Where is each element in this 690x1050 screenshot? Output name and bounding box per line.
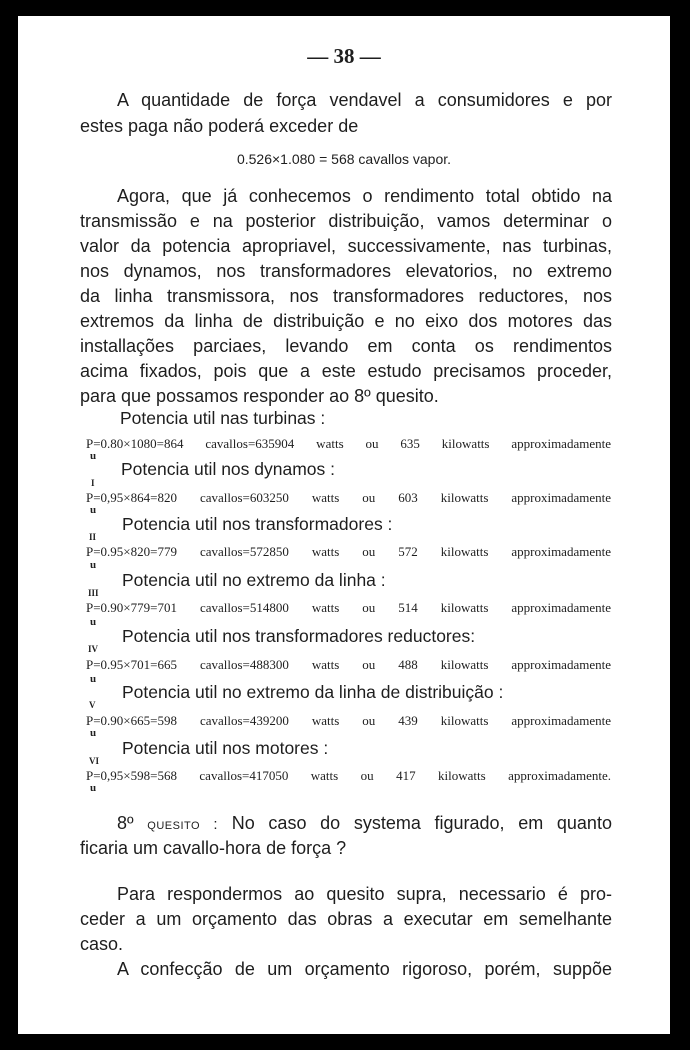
power-formula: P=0.95×701=665 cavallos=488300 watts ou 488 kilowatts approximadamente <box>86 657 611 672</box>
power-formula: P=0.90×779=701 cavallos=514800 watts ou 514 kilowatts approximadamente <box>86 600 611 615</box>
paragraph-line: nos dynamos, nos transformadores elevatorios, no extremo <box>80 261 612 281</box>
paragraph-line: estes paga não poderá exceder de <box>80 116 359 136</box>
power-heading: Potencia util nos motores : <box>122 738 329 758</box>
superscript: VI <box>89 756 100 766</box>
superscript: II <box>89 532 97 542</box>
subscript: u <box>90 727 97 739</box>
power-formula: P=0.95×820=779 cavallos=572850 watts ou 572 kilowatts approximadamente <box>86 544 611 559</box>
paragraph-line: A confecção de um orçamento rigoroso, porém, suppõe <box>117 959 612 979</box>
power-heading: Potencia util no extremo da linha de distribuição : <box>122 682 504 702</box>
paragraph-line: installações parciaes, levando em conta os rendimentos <box>80 336 612 356</box>
paragraph-line: valor da potencia apropriavel, successivamente, nas turbinas, <box>80 236 612 256</box>
paragraph-line: Para respondermos ao quesito supra, necessario é pro- <box>117 884 612 904</box>
paragraph-line: acima fixados, pois que a este estudo precisamos proceder, <box>80 361 612 381</box>
paragraph-line: ceder a um orçamento das obras a executar em semelhante <box>80 909 612 929</box>
paragraph-line: da linha transmissora, nos transformadores reductores, nos <box>80 286 612 306</box>
power-heading: Potencia util no extremo da linha : <box>122 570 386 590</box>
paragraph-line: Agora, que já conhecemos o rendimento total obtido na <box>117 186 612 206</box>
power-heading: Potencia util nos transformadores : <box>122 514 393 534</box>
question-line: ficaria um cavallo-hora de força ? <box>80 838 347 858</box>
superscript: I <box>91 478 95 488</box>
power-heading: Potencia util nos dynamos : <box>121 459 336 479</box>
paragraph-line: caso. <box>80 934 124 954</box>
document-page <box>18 16 670 1034</box>
subscript: u <box>90 450 97 462</box>
paragraph-line: para que possamos responder ao 8º quesito. <box>80 386 439 406</box>
superscript: V <box>89 700 96 710</box>
subscript: u <box>90 559 97 571</box>
power-formula: P=0.90×665=598 cavallos=439200 watts ou 439 kilowatts approximadamente <box>86 713 611 728</box>
subscript: u <box>90 504 97 516</box>
superscript: III <box>88 588 99 598</box>
subscript: u <box>90 616 97 628</box>
paragraph-line: transmissão e na posterior distribuição, vamos determinar o <box>80 211 612 231</box>
question-line: 8º quesito : No caso do systema figurado, em quanto <box>117 813 612 833</box>
paragraph-line: extremos da linha de distribuição e no eixo dos motores das <box>80 311 612 331</box>
equation: 0.526×1.080 = 568 cavallos vapor. <box>236 151 452 167</box>
paragraph-line: A quantidade de força vendavel a consumidores e por <box>117 90 612 110</box>
superscript: IV <box>88 644 99 654</box>
subscript: u <box>90 673 97 685</box>
subscript: u <box>90 782 97 794</box>
power-formula: P=0,95×864=820 cavallos=603250 watts ou 603 kilowatts approximadamente <box>86 490 611 505</box>
power-heading: Potencia util nos transformadores reductores: <box>122 626 476 646</box>
power-formula: P=0.80×1080=864 cavallos=635904 watts ou 635 kilowatts approximadamente <box>86 436 611 451</box>
power-heading: Potencia util nas turbinas : <box>120 408 326 428</box>
page-number: — 38 — <box>307 44 381 68</box>
power-formula: P=0,95×598=568 cavallos=417050 watts ou 417 kilowatts approximadamente. <box>86 768 611 783</box>
